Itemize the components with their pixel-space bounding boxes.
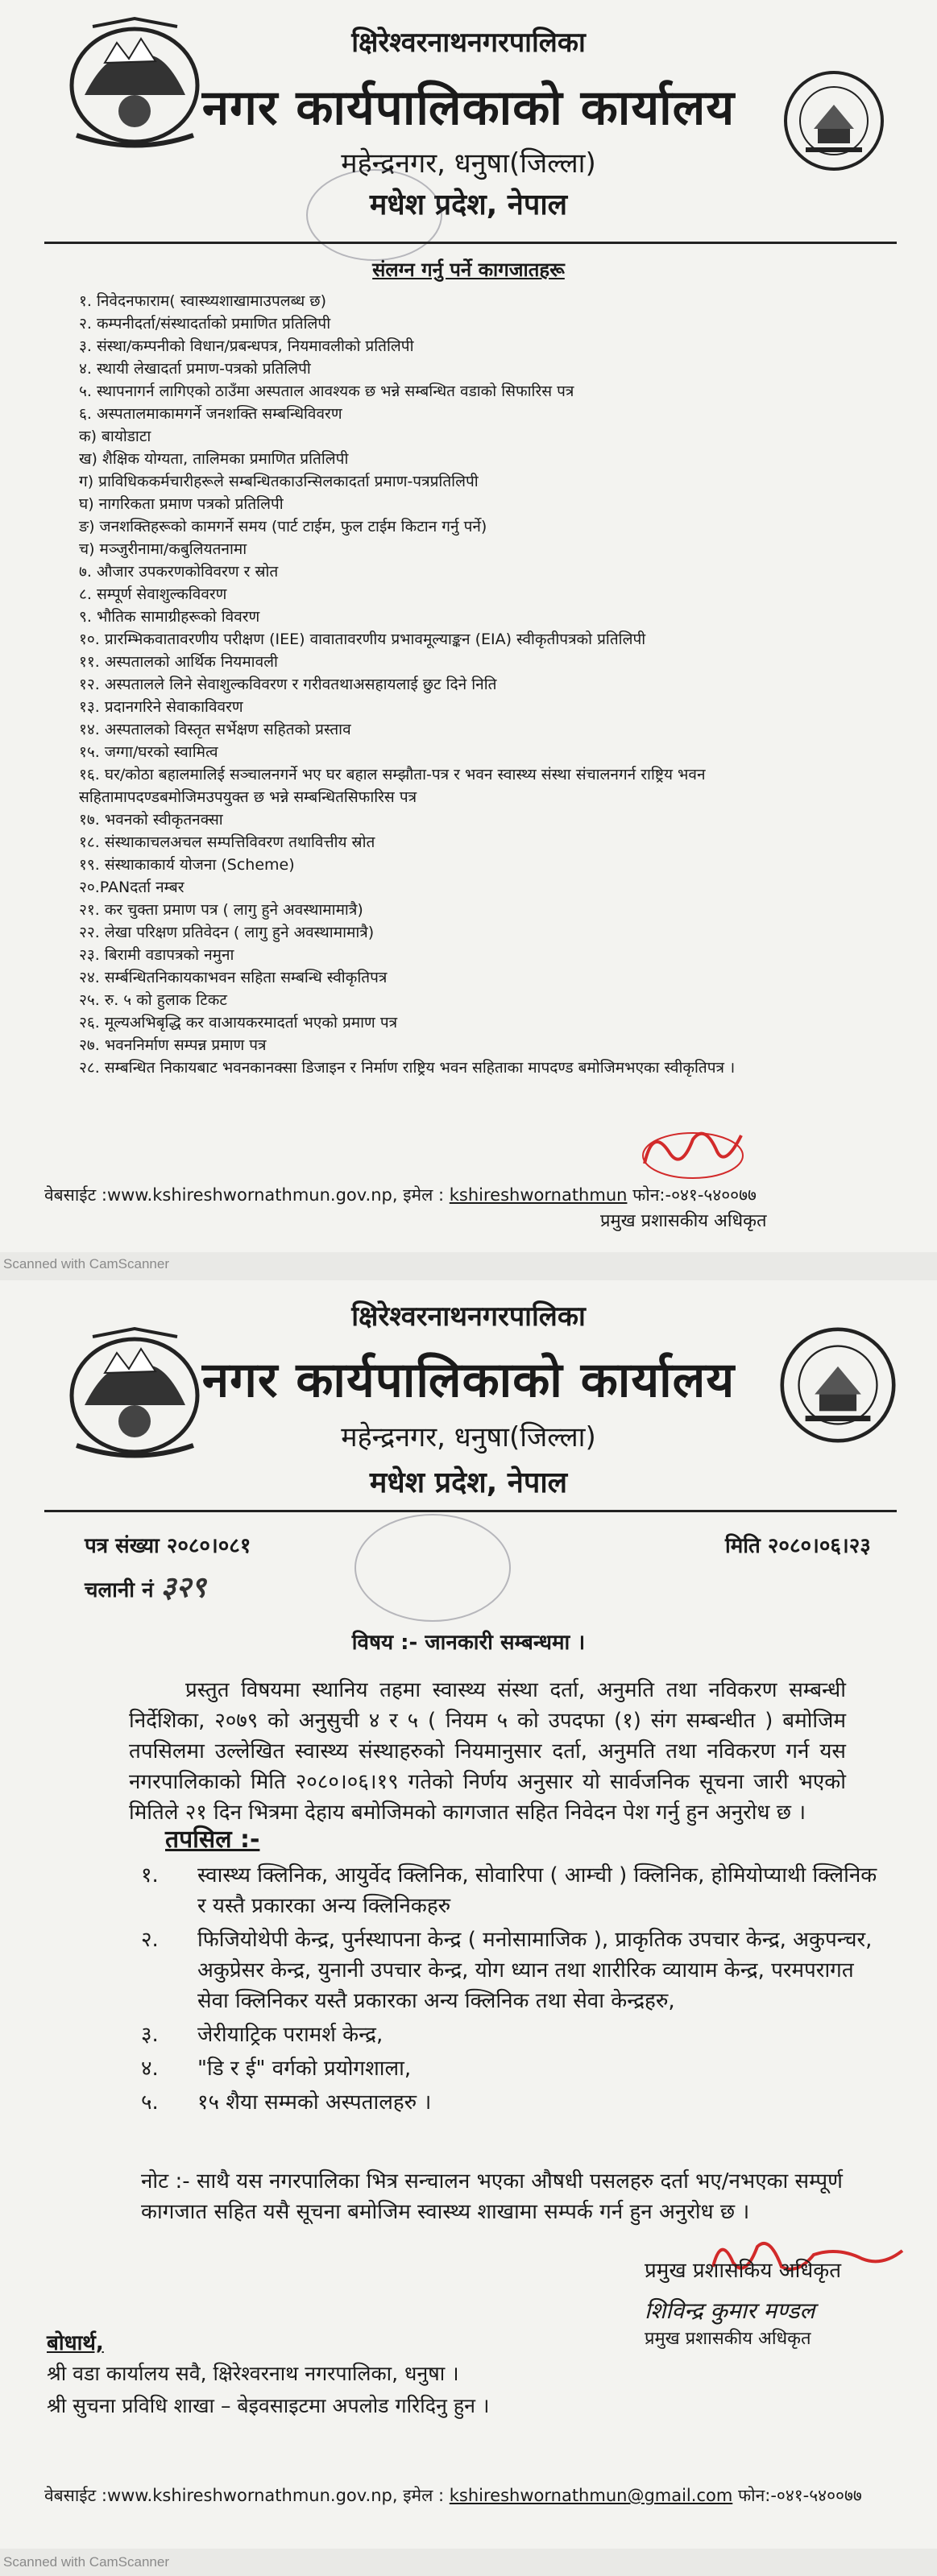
cc-line: श्री सुचना प्रविधि शाखा – बेइवसाइटमा अपलोड गरिदिनु हुन । <box>47 2394 490 2417</box>
required-documents-list <box>79 290 917 1079</box>
item-text: फिजियोथेपी केन्द्र, पुर्नस्थापना केन्द्र ( मनोसामाजिक ), प्राकृतिक उपचार केन्द्र, अकुपन्चर, अकुप्रेसर केन्द्र, युनानी उपचार केन्द्र, योग ध्यान तथा शारीरिक व्यायाम केन्द्र, परमपरागत सेवा क्लिनिकर यस्तै प्रकारका अन्य क्लिनिक तथा सेवा केन्द्रहरु, <box>197 1928 873 2013</box>
list-item: २१. कर चुक्ता प्रमाण पत्र ( लागु हुने अवस्थामामात्रै) <box>79 901 363 919</box>
list-item: ११. अस्पतालको आर्थिक नियमावली <box>79 653 278 671</box>
list-item: ङ) जनशक्तिहरूको कामगर्ने समय (पार्ट टाईम, फुल टाईम किटान गर्नु पर्ने) <box>79 518 487 535</box>
list-item: १०. प्रारम्भिकवातावरणीय परीक्षण (IEE) वावातावरणीय प्रभावमूल्याङ्कन (EIA) स्वीकृतीपत्रको प्रतिलिपी <box>79 631 646 648</box>
dispatch-number <box>85 1566 206 1606</box>
subject-line: विषय :- जानकारी सम्बन्धमा । <box>351 1631 586 1655</box>
document-page-2 <box>0 1280 937 2549</box>
cc-heading: बोधार्थ, <box>47 2331 104 2355</box>
list-item: १. निवेदनफाराम( स्वास्थ्यशाखामाउपलब्ध छ) <box>79 292 327 310</box>
item-number: १. <box>141 1863 159 1888</box>
list-item: २५. रु. ५ को हुलाक टिकट <box>79 991 227 1009</box>
municipality-name: क्षिरेश्वरनाथनगरपालिका <box>351 1300 586 1333</box>
list-item: ८. सम्पूर्ण सेवाशुल्कविवरण <box>79 585 227 603</box>
body-paragraph <box>129 1675 846 1828</box>
list-item <box>141 2053 890 2084</box>
scanner-watermark: Scanned with CamScanner <box>3 1256 170 1271</box>
scanner-watermark: Scanned with CamScanner <box>3 2554 170 2570</box>
list-item: ३. संस्था/कम्पनीको विधान/प्रबन्धपत्र, नियमावलीको प्रतिलिपी <box>79 337 414 355</box>
list-item: २२. लेखा परिक्षण प्रतिवेदन ( लागु हुने अवस्थामामात्रै) <box>79 924 375 941</box>
list-item: २. कम्पनीदर्ता/संस्थादर्ताको प्रमाणित प्रतिलिपी <box>79 315 331 333</box>
item-number: ५. <box>141 2090 159 2115</box>
list-item <box>141 2087 890 2118</box>
office-title: नगर कार्यपालिकाको कार्यालय <box>201 80 736 136</box>
list-item: २६. मूल्यअभिबृद्धि कर वाआयकरमादर्ता भएको प्रमाण पत्र <box>79 1014 398 1032</box>
list-item: १४. अस्पतालको विस्तृत सर्भेक्षण सहितको प्रस्ताव <box>79 721 351 738</box>
province-line: मधेश प्रदेश, नेपाल <box>369 188 568 221</box>
footer-phone: फोन:-०४१-५४००७७ <box>737 2486 862 2505</box>
body-text: प्रस्तुत विषयमा स्थानिय तहमा स्वास्थ्य संस्था दर्ता, अनुमति तथा नविकरण सम्बन्धी निर्देशिका, २०७९ को अनुसुची ४ र ५ ( नियम ५ को उपदफा (१) संग सम्बन्धीत ) बमोजिम तपसिलमा उल्लेखित स्वास्थ्य संस्थाहरुको नियमानुसार दर्ता, अनुमति तथा नविकरण गर्न यस नगरपालिकाको मिति २०८०।०६।१९ गतेको निर्णय अनुसार यो सार्वजनिक सूचना जारी भएको मितिले २१ दिन भित्रमा देहाय बमोजिमको कागजात सहित निवेदन पेश गर्नु हुन अनुरोध छ । <box>129 1678 846 1825</box>
footer-website: वेबसाईट :www.kshireshwornathmun.gov.np, इमेल : <box>44 2486 445 2505</box>
list-item: २४. सर्म्बन्धितनिकायकाभवन सहिता सम्बन्धि स्वीकृतिपत्र <box>79 969 388 986</box>
footer-email: kshireshwornathmun <box>449 1185 628 1205</box>
list-item: १२. अस्पतालले लिने सेवाशुल्कविवरण र गरीवतथाअसहायलाई छुट दिने निति <box>79 676 497 693</box>
date-label: मिति <box>725 1534 761 1558</box>
list-item: २७. भवननिर्माण सम्पन्न प्रमाण पत्र <box>79 1036 267 1054</box>
required-documents-title: संलग्न गर्नु पर्ने कागजातहरू <box>372 258 565 281</box>
list-item: २३. बिरामी वडापत्रको नमुना <box>79 946 234 964</box>
reference-number <box>85 1530 251 1559</box>
list-item: क) बायोडाटा <box>79 428 151 445</box>
item-number: ४. <box>141 2057 159 2081</box>
item-number: ३. <box>141 2023 159 2047</box>
list-item: सहितामापदण्डबमोजिमउपयुक्त छ भन्ने सम्बन्धितसिफारिस पत्र <box>79 788 417 806</box>
list-item: ख) शैक्षिक योग्यता, तालिमका प्रमाणित प्रतिलिपी <box>79 450 349 468</box>
list-item: ४. स्थायी लेखादर्ता प्रमाण-पत्रको प्रतिलिपी <box>79 360 311 378</box>
item-text: स्वास्थ्य क्लिनिक, आयुर्वेद क्लिनिक, सोवारिपा ( आम्ची ) क्लिनिक, होमियोप्याथी क्लिनिक र यस्तै प्रकारका अन्य क्लिनिकहरु <box>197 1863 877 1918</box>
office-stamp-icon <box>354 1514 511 1622</box>
list-item: च) मञ्जुरीनामा/कबुलियतनामा <box>79 540 247 558</box>
reference-value: २०८०।०८१ <box>166 1534 251 1558</box>
list-item: १३. प्रदानगरिने सेवाकाविवरण <box>79 698 243 716</box>
list-item: १९. संस्थाकाकार्य योजना (Scheme) <box>79 856 295 874</box>
dispatch-value: ३२९ <box>160 1571 206 1604</box>
item-text: १५ शैया सम्मको अस्पतालहरु । <box>197 2090 432 2115</box>
item-number: २. <box>141 1928 159 1952</box>
province-line: मधेश प्रदेश, नेपाल <box>369 1466 568 1499</box>
note-text: नोट :- साथै यस नगरपालिका भित्र सन्चालन भएका औषधी पसलहरु दर्ता भए/नभएका सम्पूर्ण कागजात सहित यसै सूचना बमोजिम स्वास्थ्य शाखामा सम्पर्क गर्न हुन अनुरोध छ । <box>141 2169 843 2224</box>
dispatch-label: चलानी नं <box>85 1578 154 1602</box>
list-item: १८. संस्थाकाचलअचल सम्पत्तिविवरण तथावित्तीय स्रोत <box>79 833 375 851</box>
list-item: १६. घर/कोठा बहालमालिई सञ्चालनगर्ने भए घर बहाल सम्झौता-पत्र र भवन स्वास्थ्य संस्था संचालनगर्न राष्ट्रिय भवन <box>79 766 706 784</box>
header-divider <box>44 242 897 244</box>
signer-name: शिविन्द्र कुमार मण्डल <box>645 2297 815 2324</box>
item-text: जेरीयाट्रिक परामर्श केन्द्र, <box>197 2023 384 2047</box>
list-item <box>141 1860 890 1921</box>
tapsil-heading: तपसिल :- <box>165 1826 260 1854</box>
footer-website: वेबसाईट :www.kshireshwornathmun.gov.np, इमेल : <box>44 1185 445 1205</box>
list-item: १७. भवनको स्वीकृतनक्सा <box>79 811 223 829</box>
list-item: २८. सम्बन्धित निकायबाट भवनकानक्सा डिजाइन र निर्माण राष्ट्रिय भवन सहिताका मापदण्ड बमोजिमभएका स्वीकृतिपत्र । <box>79 1059 736 1077</box>
footer-email: kshireshwornathmun@gmail.com <box>449 2486 733 2505</box>
list-item: २०.PANदर्ता नम्बर <box>79 879 184 896</box>
footer-contact <box>44 2484 862 2507</box>
item-text: "डि र ई" वर्गको प्रयोगशाला, <box>197 2057 412 2081</box>
list-item: घ) नागरिकता प्रमाण पत्रको प्रतिलिपी <box>79 495 284 513</box>
cc-line: श्री वडा कार्यालय सवै, क्षिरेश्वरनाथ नगरपालिका, धनुषा । <box>47 2362 459 2385</box>
list-item: ६. अस्पतालमाकामगर्ने जनशक्ति सम्बन्धिविवरण <box>79 405 342 423</box>
tapsil-list <box>141 1860 890 2121</box>
office-stamp-icon <box>306 169 442 261</box>
reference-label: पत्र संख्या <box>85 1534 160 1558</box>
footer-contact <box>44 1184 757 1206</box>
list-item: १५. जग्गा/घरको स्वामित्व <box>79 743 218 761</box>
address-line: महेन्द्रनगर, धनुषा(जिल्ला) <box>341 147 596 180</box>
signer-title: प्रमुख प्रशासकिय अधिकृत <box>645 2259 842 2283</box>
list-item: ९. भौतिक सामाग्रीहरूको विवरण <box>79 608 260 626</box>
list-item <box>141 2020 890 2050</box>
office-title: नगर कार्यपालिकाको कार्यालय <box>201 1352 736 1408</box>
address-line: महेन्द्रनगर, धनुषा(जिल्ला) <box>341 1421 596 1453</box>
date-line <box>725 1530 871 1559</box>
list-item <box>141 1925 890 2016</box>
document-page-1 <box>0 0 937 1252</box>
list-item: ५. स्थापनागर्न लागिएको ठाउँमा अस्पताल आवश्यक छ भन्ने सम्बन्धित वडाको सिफारिस पत्र <box>79 382 574 400</box>
list-item: ग) प्राविधिककर्मचारीहरूले सम्बन्धितकाउन्सिलकादर्ता प्रमाण-पत्रप्रतिलिपी <box>79 473 479 490</box>
date-value: २०८०।०६।२३ <box>767 1534 871 1558</box>
signature-icon <box>636 1119 749 1184</box>
footer-phone: फोन:-०४१-५४००७७ <box>632 1185 757 1205</box>
municipality-name: क्षिरेश्वरनाथनगरपालिका <box>351 27 586 59</box>
signer-title: प्रमुख प्रशासकीय अधिकृत <box>600 1211 767 1231</box>
signer-title-stamp: प्रमुख प्रशासकीय अधिकृत <box>645 2329 811 2349</box>
list-item: ७. औजार उपकरणकोविवरण र स्रोत <box>79 563 279 581</box>
header-divider <box>44 1510 897 1512</box>
